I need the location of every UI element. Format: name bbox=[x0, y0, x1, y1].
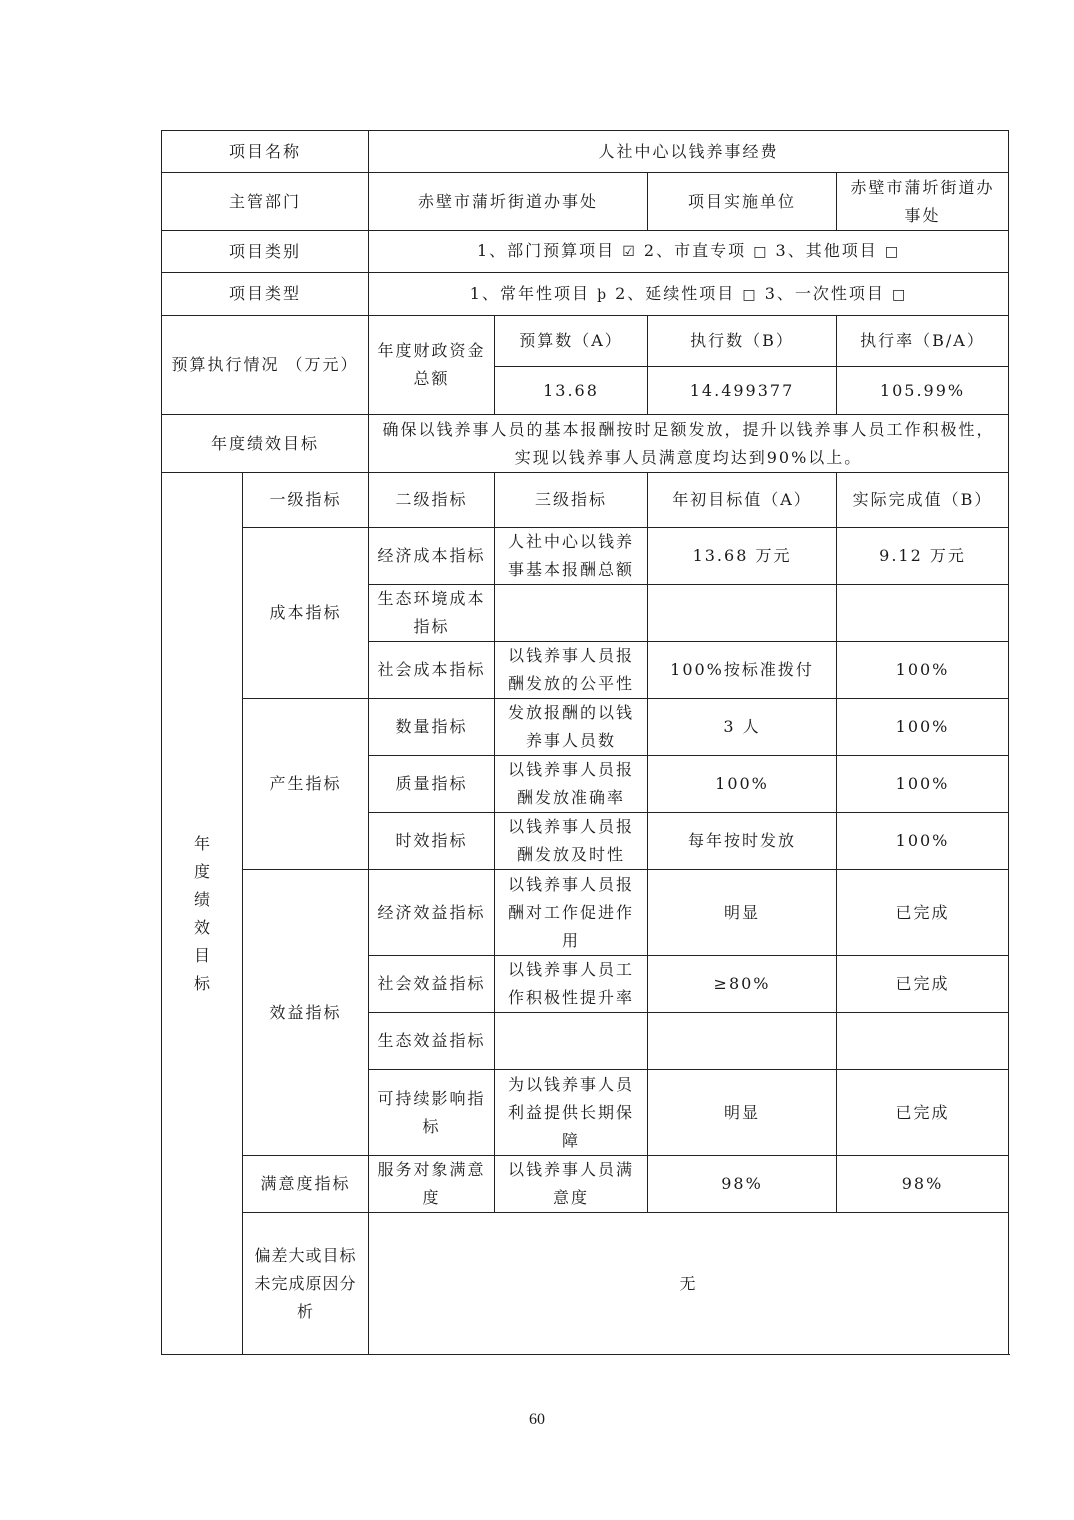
table-row bbox=[162, 1156, 1009, 1213]
table-row bbox=[162, 870, 1009, 956]
level2-cell: 经济成本指标 bbox=[369, 528, 495, 585]
target-cell: 13.68 万元 bbox=[648, 528, 837, 585]
group-output: 产生指标 bbox=[243, 699, 369, 870]
level2-cell: 社会效益指标 bbox=[369, 956, 495, 1013]
group-satisfaction: 满意度指标 bbox=[243, 1156, 369, 1213]
actual-cell: 9.12 万元 bbox=[837, 528, 1009, 585]
target-cell: 100% bbox=[648, 756, 837, 813]
fund-total-label: 年度财政资金总额 bbox=[369, 316, 495, 415]
dept-label: 主管部门 bbox=[162, 173, 369, 231]
group-cost: 成本指标 bbox=[243, 528, 369, 699]
target-cell: 3 人 bbox=[648, 699, 837, 756]
header-level3: 三级指标 bbox=[495, 473, 648, 528]
goal-text: 确保以钱养事人员的基本报酬按时足额发放，提升以钱养事人员工作积极性，实现以钱养事人员满意度均达到90%以上。 bbox=[369, 415, 1009, 473]
level3-cell: 为以钱养事人员利益提供长期保障 bbox=[495, 1070, 648, 1156]
target-cell: 100%按标准拨付 bbox=[648, 642, 837, 699]
project-name-label: 项目名称 bbox=[162, 131, 369, 173]
level2-cell: 时效指标 bbox=[369, 813, 495, 870]
actual-cell: 100% bbox=[837, 642, 1009, 699]
row-type bbox=[162, 273, 1009, 316]
impl-unit-label: 项目实施单位 bbox=[648, 173, 837, 231]
target-cell: 明显 bbox=[648, 870, 837, 956]
budget-col-a: 预算数（A） bbox=[495, 316, 648, 367]
target-cell bbox=[648, 1013, 837, 1070]
level3-cell: 以钱养事人员报酬发放准确率 bbox=[495, 756, 648, 813]
indicator-side-label bbox=[162, 473, 243, 1355]
row-category bbox=[162, 231, 1009, 273]
actual-cell: 已完成 bbox=[837, 1070, 1009, 1156]
header-actual: 实际完成值（B） bbox=[837, 473, 1009, 528]
level3-cell: 人社中心以钱养事基本报酬总额 bbox=[495, 528, 648, 585]
budget-col-b: 执行数（B） bbox=[648, 316, 837, 367]
dept-value: 赤壁市蒲圻街道办事处 bbox=[369, 173, 648, 231]
goal-label: 年度绩效目标 bbox=[162, 415, 369, 473]
row-budget-header bbox=[162, 316, 1009, 367]
level3-cell bbox=[495, 585, 648, 642]
checked-box-icon: ☑ bbox=[622, 244, 637, 260]
level2-cell: 生态效益指标 bbox=[369, 1013, 495, 1070]
target-cell: 每年按时发放 bbox=[648, 813, 837, 870]
level2-cell: 可持续影响指标 bbox=[369, 1070, 495, 1156]
header-level2: 二级指标 bbox=[369, 473, 495, 528]
level3-cell: 以钱养事人员工作积极性提升率 bbox=[495, 956, 648, 1013]
header-target: 年初目标值（A） bbox=[648, 473, 837, 528]
actual-cell: 98% bbox=[837, 1156, 1009, 1213]
row-deviation bbox=[162, 1213, 1009, 1355]
category-option-3: 3、其他项目 bbox=[775, 241, 878, 260]
table-row bbox=[162, 699, 1009, 756]
type-label: 项目类型 bbox=[162, 273, 369, 316]
row-department bbox=[162, 173, 1009, 231]
budget-value-rate: 105.99% bbox=[837, 367, 1009, 415]
category-options bbox=[369, 231, 1009, 273]
deviation-value: 无 bbox=[369, 1213, 1009, 1355]
checkbox-icon: □ bbox=[753, 244, 769, 260]
level3-cell: 以钱养事人员满意度 bbox=[495, 1156, 648, 1213]
type-options bbox=[369, 273, 1009, 316]
level2-cell: 数量指标 bbox=[369, 699, 495, 756]
performance-table bbox=[161, 130, 1009, 1355]
table-row bbox=[162, 528, 1009, 585]
actual-cell: 已完成 bbox=[837, 956, 1009, 1013]
checkbox-icon: □ bbox=[884, 244, 901, 260]
actual-cell: 100% bbox=[837, 699, 1009, 756]
level3-cell: 以钱养事人员报酬发放的公平性 bbox=[495, 642, 648, 699]
budget-col-rate: 执行率（B/A） bbox=[837, 316, 1009, 367]
level2-cell: 经济效益指标 bbox=[369, 870, 495, 956]
project-name-value: 人社中心以钱养事经费 bbox=[369, 131, 1009, 173]
level2-cell: 服务对象满意度 bbox=[369, 1156, 495, 1213]
budget-value-a: 13.68 bbox=[495, 367, 648, 415]
actual-cell bbox=[837, 585, 1009, 642]
indicator-side-text: 年度绩效目标 bbox=[193, 833, 210, 993]
row-annual-goal bbox=[162, 415, 1009, 473]
actual-cell bbox=[837, 1013, 1009, 1070]
level3-cell: 以钱养事人员报酬对工作促进作用 bbox=[495, 870, 648, 956]
level2-cell: 质量指标 bbox=[369, 756, 495, 813]
level2-cell: 生态环境成本指标 bbox=[369, 585, 495, 642]
level3-cell: 以钱养事人员报酬发放及时性 bbox=[495, 813, 648, 870]
group-benefit: 效益指标 bbox=[243, 870, 369, 1156]
deviation-label: 偏差大或目标未完成原因分析 bbox=[243, 1213, 369, 1355]
page-number: 60 bbox=[529, 1411, 545, 1428]
thorn-mark-icon: þ bbox=[597, 286, 609, 303]
row-project-name bbox=[162, 131, 1009, 173]
budget-value-b: 14.499377 bbox=[648, 367, 837, 415]
checkbox-icon: □ bbox=[892, 286, 908, 303]
checkbox-icon: □ bbox=[742, 286, 758, 303]
actual-cell: 已完成 bbox=[837, 870, 1009, 956]
category-label: 项目类别 bbox=[162, 231, 369, 273]
level3-cell bbox=[495, 1013, 648, 1070]
impl-unit-value: 赤壁市蒲圻街道办事处 bbox=[837, 173, 1009, 231]
actual-cell: 100% bbox=[837, 756, 1009, 813]
type-option-3: 3、一次性项目 bbox=[764, 283, 885, 303]
row-indicator-header bbox=[162, 473, 1009, 528]
target-cell: ≥80% bbox=[648, 956, 837, 1013]
target-cell bbox=[648, 585, 837, 642]
level2-cell: 社会成本指标 bbox=[369, 642, 495, 699]
target-cell: 98% bbox=[648, 1156, 837, 1213]
type-option-2: 2、延续性项目 bbox=[615, 283, 736, 303]
level3-cell: 发放报酬的以钱养事人员数 bbox=[495, 699, 648, 756]
target-cell: 明显 bbox=[648, 1070, 837, 1156]
actual-cell: 100% bbox=[837, 813, 1009, 870]
budget-label: 预算执行情况 （万元） bbox=[162, 316, 369, 415]
header-level1: 一级指标 bbox=[243, 473, 369, 528]
type-option-1: 1、常年性项目 bbox=[469, 283, 590, 303]
category-option-2: 2、市直专项 bbox=[643, 241, 747, 260]
category-option-1: 1、部门预算项目 bbox=[476, 241, 616, 260]
